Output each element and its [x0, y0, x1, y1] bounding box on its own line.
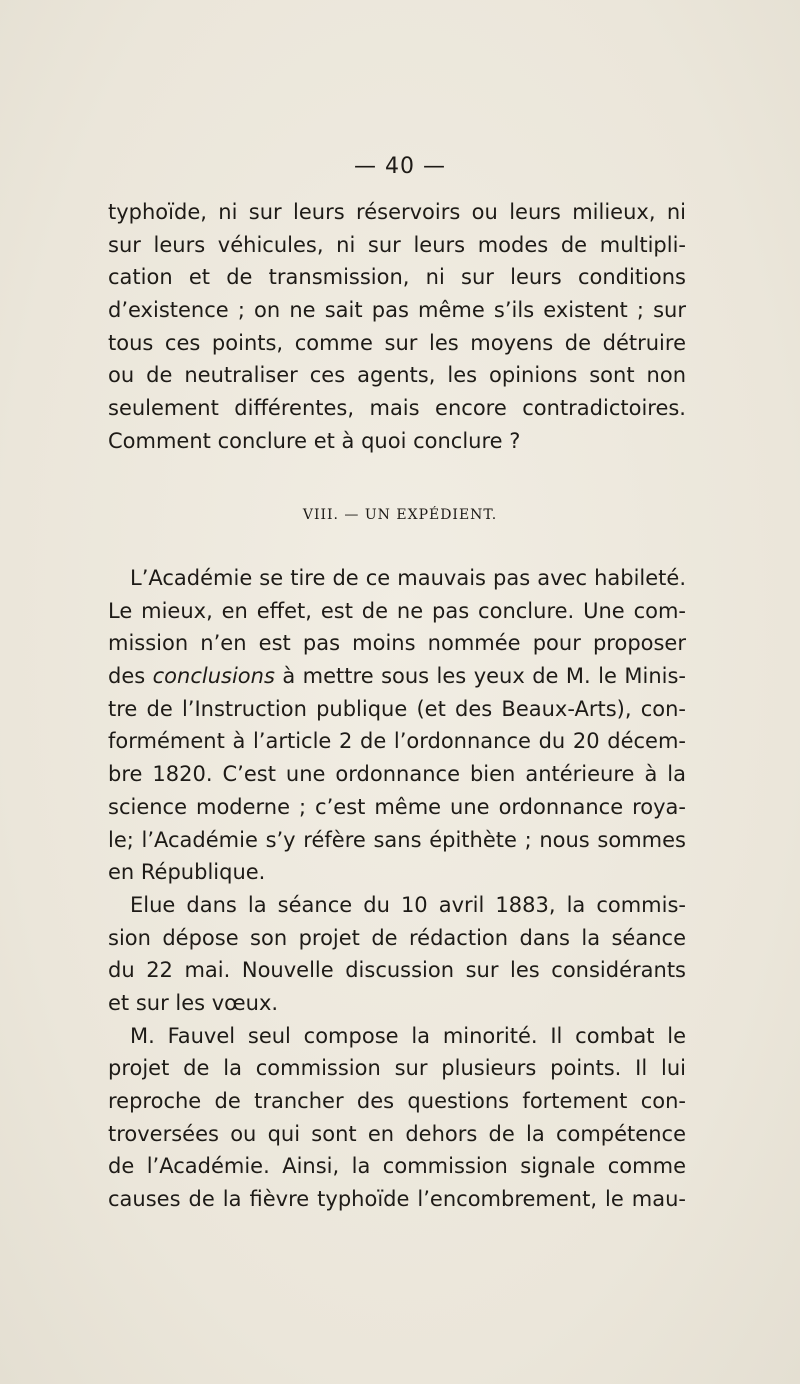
text-line: sion dépose son projet de rédaction dans la séance	[108, 925, 686, 950]
text-line: formément à l’article 2 de l’ordonnance du 20 décem-	[108, 729, 686, 754]
text-line: projet de la commission sur plusieurs points. Il lui	[108, 1056, 686, 1081]
text-line: seulement différentes, mais encore contradictoires.	[108, 396, 686, 421]
text-line: tre de l’Instruction publique (et des Beaux-Arts), con-	[108, 696, 686, 721]
page-number: — 40 —	[354, 154, 446, 179]
text-line: cation et de transmission, ni sur leurs conditions	[108, 265, 686, 290]
text-line: Comment conclure et à quoi conclure ?	[108, 428, 521, 453]
section-body	[108, 562, 686, 1216]
text-line: science moderne ; c’est même une ordonnance roya-	[108, 794, 686, 819]
text-line: en République.	[108, 860, 266, 885]
text-line: causes de la fièvre typhoïde l’encombrement, le mau-	[108, 1187, 686, 1212]
section-heading: VIII. — UN EXPÉDIENT.	[302, 507, 498, 523]
text-fragment: des	[108, 664, 153, 689]
text-line: d’existence ; on ne sait pas même s’ils existent ; sur	[108, 298, 686, 323]
text-line: sur leurs véhicules, ni sur leurs modes de multipli-	[108, 232, 686, 257]
text-line: typhoïde, ni sur leurs réservoirs ou leurs milieux, ni	[108, 200, 686, 224]
text-line: bre 1820. C’est une ordonnance bien antérieure à la	[108, 762, 686, 787]
text-fragment: à mettre sous les yeux de M. le Minis-	[274, 664, 686, 689]
text-line: de l’Académie. Ainsi, la commission signale comme	[108, 1154, 686, 1179]
text-line: troversées ou qui sont en dehors de la compétence	[108, 1121, 686, 1146]
italic-term: conclusions	[152, 664, 275, 689]
text-line: du 22 mai. Nouvelle discussion sur les considérants	[108, 958, 686, 983]
text-line: Le mieux, en effet, est de ne pas conclure. Une com-	[108, 598, 686, 623]
text-line: tous ces points, comme sur les moyens de détruire	[108, 330, 686, 355]
text-line: le; l’Académie s’y réfère sans épithète ; nous sommes	[108, 827, 686, 852]
text-line	[108, 660, 686, 693]
text-line: mission n’en est pas moins nommée pour proposer	[108, 631, 686, 656]
text-line: L’Académie se tire de ce mauvais pas avec habileté.	[130, 566, 686, 590]
text-line: et sur les vœux.	[108, 990, 279, 1015]
paragraph-continuation	[108, 196, 686, 458]
text-line: M. Fauvel seul compose la minorité. Il combat le	[130, 1023, 686, 1048]
text-line: Elue dans la séance du 10 avril 1883, la commis-	[130, 892, 686, 917]
text-line: reproche de trancher des questions fortement con-	[108, 1089, 686, 1113]
text-line: ou de neutraliser ces agents, les opinions sont non	[108, 363, 686, 388]
